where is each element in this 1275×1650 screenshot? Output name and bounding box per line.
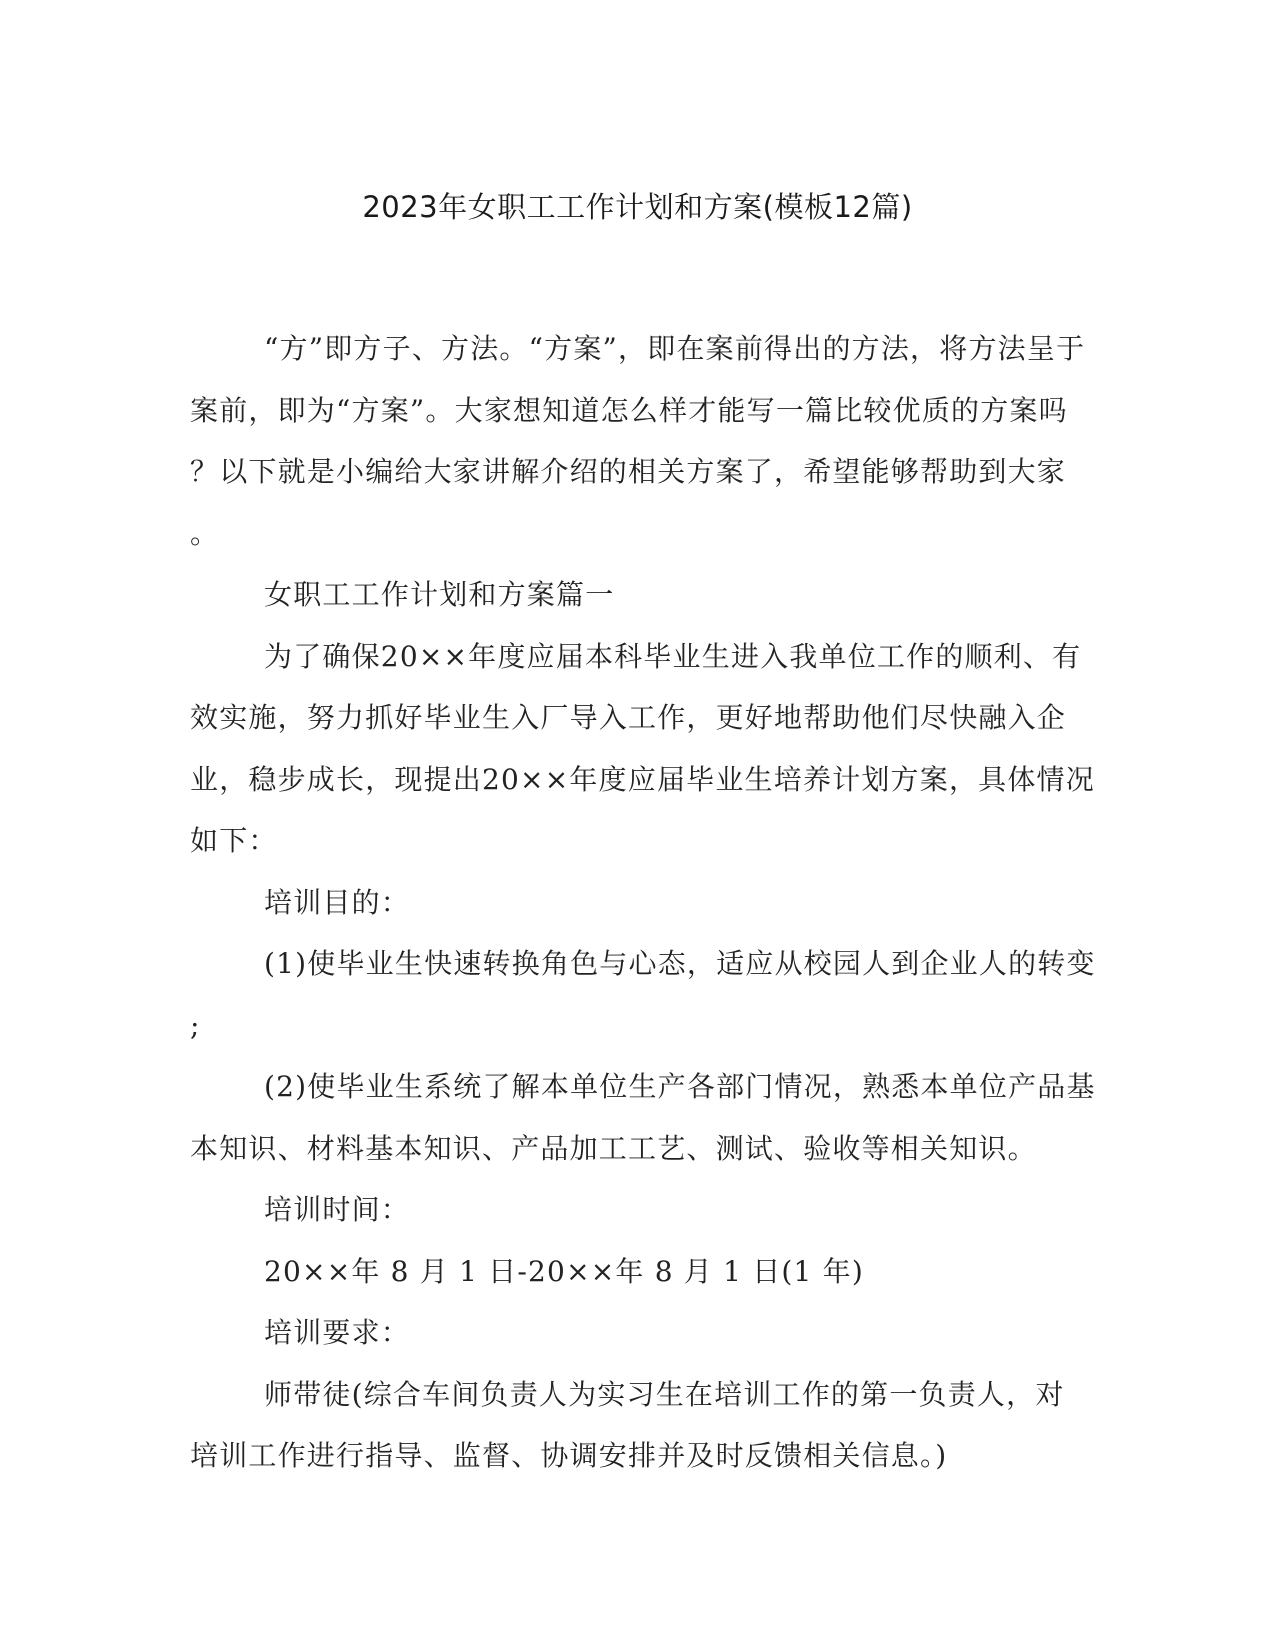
document-body: [190, 318, 1096, 1487]
paragraph-line: 。: [190, 516, 220, 550]
document-title: 2023年女职工工作计划和方案(模板12篇): [362, 190, 913, 224]
paragraph-line: 师带徒(综合车间负责人为实习生在培训工作的第一负责人，对: [264, 1377, 1065, 1411]
paragraph-line: 效实施，努力抓好毕业生入厂导入工作，更好地帮助他们尽快融入企: [190, 701, 1067, 734]
subheading-purpose: 培训目的：: [264, 885, 411, 919]
paragraph-line: 案前，即为“方案”。大家想知道怎么样才能写一篇比较优质的方案吗: [190, 393, 1068, 427]
list-item-continuation: ;: [190, 1008, 201, 1042]
list-item: (2)使毕业生系统了解本单位生产各部门情况，熟悉本单位产品基: [264, 1070, 1096, 1103]
paragraph-line: 培训工作进行指导、监督、协调安排并及时反馈相关信息。): [190, 1439, 948, 1472]
list-item-continuation: 本知识、材料基本知识、产品加工工艺、测试、验收等相关知识。: [190, 1131, 1037, 1165]
list-item: (1)使毕业生快速转换角色与心态，适应从校园人到企业人的转变: [264, 947, 1096, 980]
paragraph-line: 业，稳步成长，现提出20××年度应届毕业生培养计划方案，具体情况: [190, 762, 1095, 796]
paragraph-line: 为了确保20××年度应届本科毕业生进入我单位工作的顺利、有: [264, 639, 1082, 673]
subheading-requirements: 培训要求：: [264, 1316, 411, 1349]
date-range: 20××年 8 月 1 日-20××年 8 月 1 日(1 年): [264, 1254, 864, 1288]
section-heading: 女职工工作计划和方案篇一: [264, 578, 615, 611]
paragraph-line: ？以下就是小编给大家讲解介绍的相关方案了，希望能够帮助到大家: [190, 455, 1067, 488]
paragraph-line: 如下：: [190, 824, 278, 857]
subheading-time: 培训时间：: [264, 1193, 411, 1226]
paragraph-line: “方”即方子、方法。“方案”，即在案前得出的方法，将方法呈于: [264, 332, 1086, 365]
